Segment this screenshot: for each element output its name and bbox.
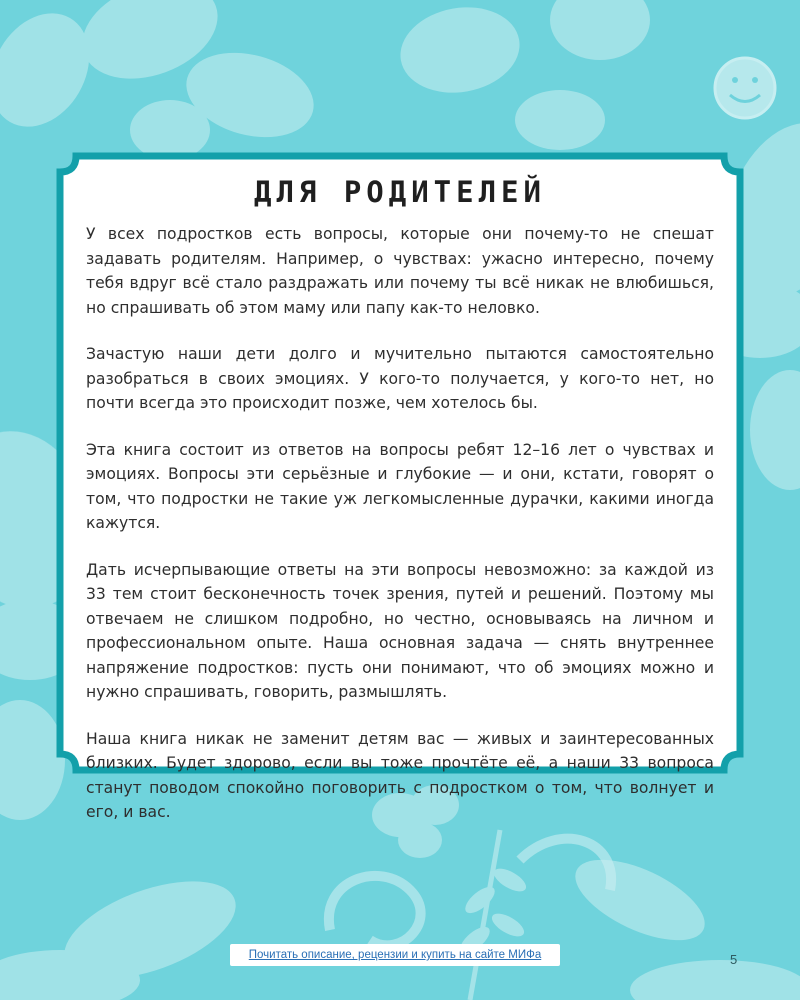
paragraph: Зачастую наши дети долго и мучительно пытаются самостоятельно разобраться в своих эмоциях. У кого-то получается, у кого-то нет, но почти всегда это происходит позже, чем хотелось бы.: [86, 345, 714, 412]
spiral-icon: [329, 839, 611, 946]
paragraph: У всех подростков есть вопросы, которые они почему-то не спешат задавать родителям. Например, о чувствах: ужасно интересно, почему тебя вдруг всё стало раздражать или почему ты всё никак не влюбишься, но спрашивать об этом маму или папу как-то неловко.: [86, 225, 714, 317]
paragraph: Дать исчерпывающие ответы на эти вопросы невозможно: за каждой из 33 тем стоит бесконечность точек зрения, путей и решений. Поэтому мы отвечаем не слишком подробно, но честно, основываясь на личном и профессиональном опыте. Наша основная задача — снять внутреннее напряжение подростков: пусть они понимают, что об эмоциях можно и нужно спрашивать, говорить, размышлять.: [86, 560, 714, 701]
buy-link[interactable]: Почитать описание, рецензии и купить на сайте МИФа: [230, 944, 560, 966]
paragraph: Эта книга состоит из ответов на вопросы ребят 12–16 лет о чувствах и эмоциях. Вопросы эти серьёзные и глубокие — и они, кстати, говорят о том, что подростки не такие уж легкомысленные дурачки, какими иногда кажутся.: [86, 440, 714, 532]
page-title: ДЛЯ РОДИТЕЛЕЙ: [254, 175, 546, 209]
flower-icon: [394, 0, 650, 150]
flower-icon: [0, 0, 323, 160]
smiley-icon: [715, 58, 775, 118]
info-card: [56, 152, 744, 821]
paragraph: Наша книга никак не заменит детям вас — живых и заинтересованных близких. Будет здорово, если вы тоже прочтёте её, а наши 33 вопроса станут поводом спокойно поговорить с подростком о том, что волнует и его, и вас.: [86, 729, 714, 821]
page-number: 5: [730, 952, 738, 967]
